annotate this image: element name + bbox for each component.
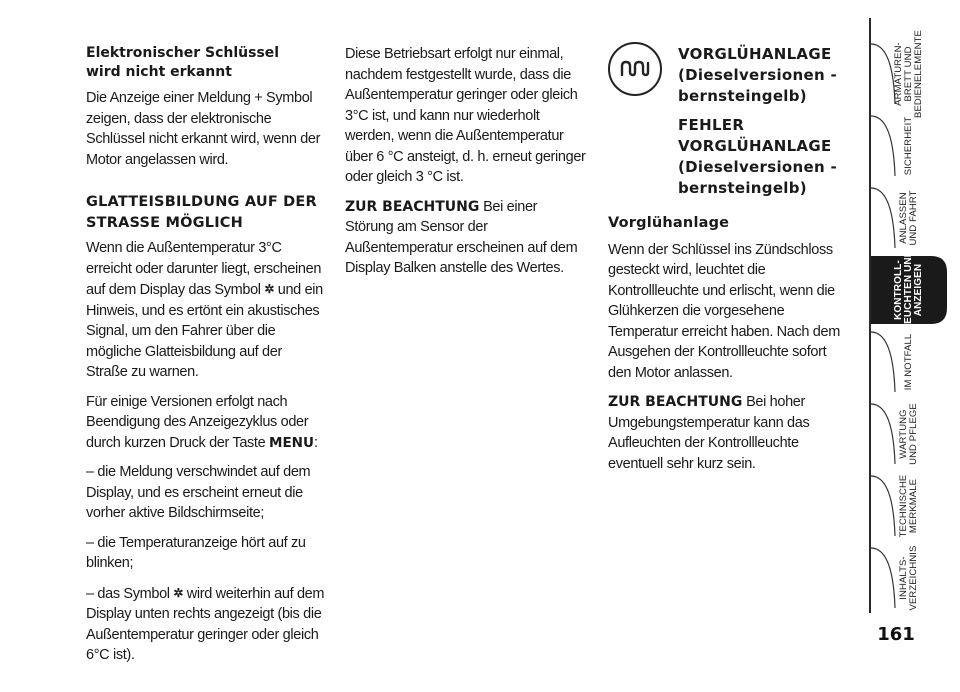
side-tab-3[interactable] xyxy=(871,184,947,252)
paragraph-ice-1: Wenn die Außentemperatur 3°C erreicht oder darunter liegt, erscheinen auf dem Display das Symbol ✲ und ein Hinweis, und es ertönt ein akustisches Signal, um den Fahrer über die mögliche Glatteisbildung auf der Straße zu warnen. xyxy=(86,240,323,380)
side-tab-2[interactable] xyxy=(871,112,947,180)
side-tab-6[interactable] xyxy=(871,400,947,468)
note-sensor-fault: ZUR BEACHTUNG Bei einer Störung am Sensor der Außentemperatur erscheinen auf dem Display Balken anstelle des Wertes. xyxy=(345,198,578,276)
paragraph-operation-mode: Diese Betriebsart erfolgt nur einmal, nachdem festgestellt wurde, dass die Außentemperatur geringer oder gleich 3°C ist, und kann nur wiederholt werden, wenn die Außentemperatur über 6 °C ansteigt, d. h. erneut geringer oder gleich 3 °C ist. xyxy=(345,46,586,185)
warning-title-preheat-fault: FEHLER VORGLÜHANLAGE (Dieselversionen - bernsteingelb) xyxy=(678,116,837,197)
side-tab-label: TECHNISCHE MERKMALE xyxy=(898,474,919,538)
side-tab-1[interactable] xyxy=(871,30,947,118)
page-number: 161 xyxy=(877,624,915,645)
side-tab-label: ANLASSEN UND FAHRT xyxy=(898,190,919,246)
side-tab-label: INHALTS- VERZEICHNIS xyxy=(898,545,919,611)
column-left xyxy=(86,44,326,675)
paragraph-ice-5: – das Symbol ✲ wird weiterhin auf dem Display unten rechts angezeigt (bis die Außentemperatur geringer oder gleich 6°C ist). xyxy=(86,585,325,663)
glow-plug-icon xyxy=(608,42,662,96)
side-tab-8[interactable] xyxy=(871,544,947,612)
warning-title-preheat: VORGLÜHANLAGE (Dieselversionen - bernsteingelb) xyxy=(678,45,837,105)
side-tab-label: IM NOTFALL xyxy=(903,333,914,391)
side-tab-label: ARMATUREN- BRETT UND BEDIENELEMENTE xyxy=(893,30,924,118)
side-tab-label: WARTUNG UND PFLEGE xyxy=(898,403,919,465)
note-high-temperature: ZUR BEACHTUNG Bei hoher Umgebungstemperatur kann das Aufleuchten der Kontrollleuchte eventuell sehr kurz sein. xyxy=(608,394,810,472)
side-tab-label: SICHERHEIT xyxy=(903,116,914,176)
side-tab-7[interactable] xyxy=(871,472,947,540)
paragraph-key: Die Anzeige einer Meldung + Symbol zeigen, dass der elektronische Schlüssel nicht erkannt wird, wenn der Motor angelassen wird. xyxy=(86,90,321,168)
side-tab-5[interactable] xyxy=(871,328,947,396)
snowflake-icon: ✲ xyxy=(173,585,184,600)
note-heading: ZUR BEACHTUNG xyxy=(345,198,480,215)
side-tab-4[interactable] xyxy=(871,249,947,331)
paragraph-preheat: Wenn der Schlüssel ins Zündschloss gesteckt wird, leuchtet die Kontrollleuchte und erlischt, wenn die Glühkerzen die vorgesehene Temperatur erreicht haben. Nach dem Ausgehen der Kontrollleuchte sofort den Motor anlassen. xyxy=(608,241,840,381)
column-right xyxy=(608,44,853,483)
heading-key-not-recognized: Elektronischer Schlüssel wird nicht erkannt xyxy=(86,45,280,80)
snowflake-icon: ✲ xyxy=(264,282,275,296)
note-heading: ZUR BEACHTUNG xyxy=(608,394,743,410)
side-tab-label: KONTROLL- LEUCHTEN UND ANZEIGEN xyxy=(893,249,924,331)
menu-key-label: MENU xyxy=(269,434,314,451)
heading-ice-warning: GLATTEISBILDUNG AUF DER STRASSE MÖGLICH xyxy=(86,194,317,231)
paragraph-ice-2: Für einige Versionen erfolgt nach Beendigung des Anzeigezyklus oder durch kurzen Druck der Taste MENU: xyxy=(86,393,318,451)
paragraph-ice-4: – die Temperaturanzeige hört auf zu blinken; xyxy=(86,534,306,571)
paragraph-ice-3: – die Meldung verschwindet auf dem Display, und es erscheint erneut die vorher aktive Bildschirmseite; xyxy=(86,464,311,521)
column-middle xyxy=(345,44,588,288)
subheading-preheat: Vorglühanlage xyxy=(608,215,730,231)
